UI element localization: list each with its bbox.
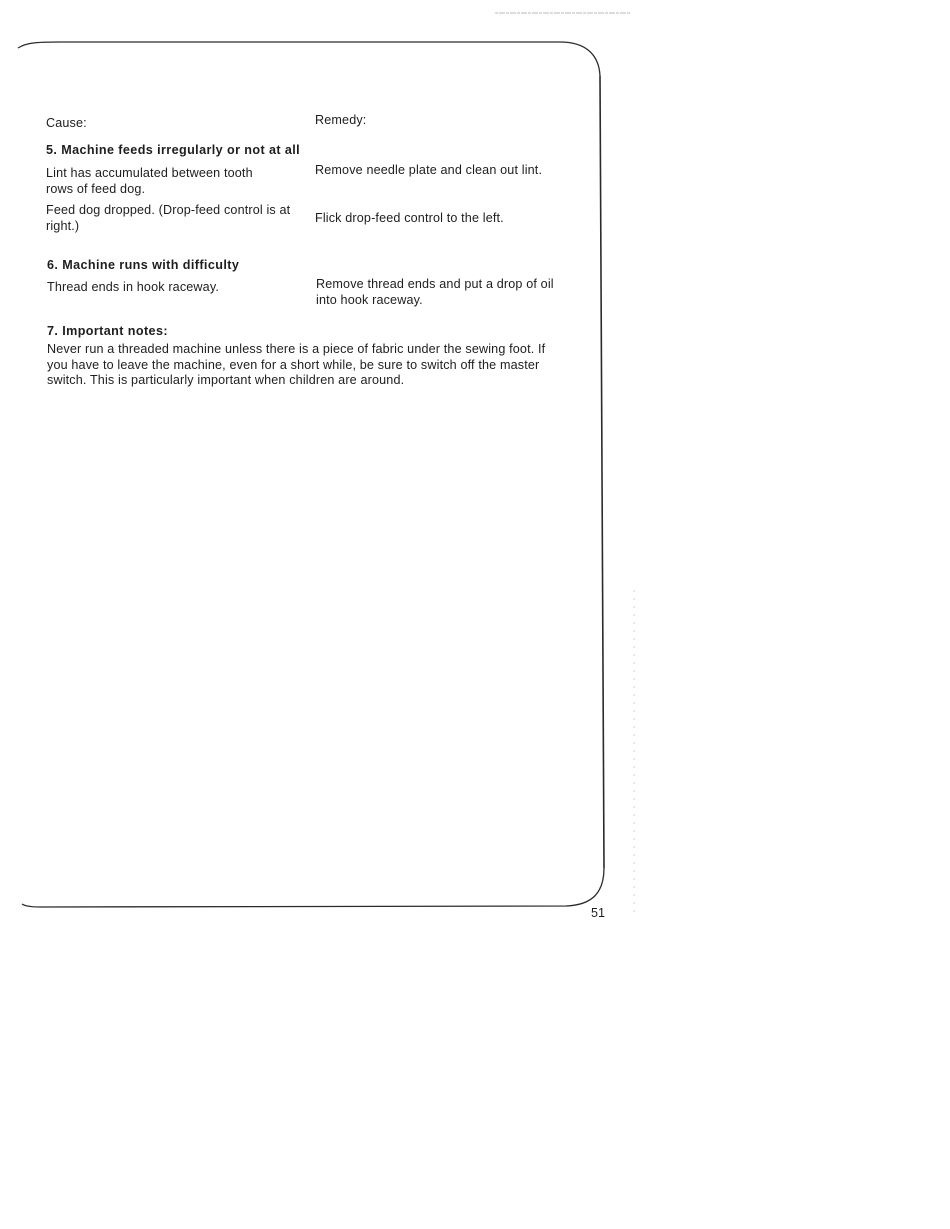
remedy-column-header: Remedy: (315, 113, 367, 127)
remedy-text: Remove thread ends and put a drop of oil into hook raceway. (316, 277, 554, 307)
remedy-text: Flick drop-feed control to the left. (315, 211, 504, 225)
cause-text: Thread ends in hook raceway. (47, 280, 219, 294)
cause-text: Feed dog dropped. (Drop-feed control is at right.) (46, 203, 291, 233)
page-number: 51 (591, 906, 606, 920)
section-heading: 5. Machine feeds irregularly or not at all (46, 143, 301, 157)
notes-body: Never run a threaded machine unless there is a piece of fabric under the sewing foot. If you have to leave the machine, even for a short while, be sure to switch off the master switch. This is particularly important when children are around. (47, 342, 546, 387)
frame-right-border (600, 76, 604, 868)
frame-bottom-border (22, 868, 604, 907)
cause-text: Lint has accumulated between tooth rows of feed dog. (46, 166, 253, 196)
frame-top-border (18, 42, 600, 76)
notes-heading: 7. Important notes: (47, 324, 168, 338)
cause-column-header: Cause: (46, 116, 87, 130)
section-heading: 6. Machine runs with difficulty (47, 258, 240, 272)
remedy-text: Remove needle plate and clean out lint. (315, 163, 543, 177)
